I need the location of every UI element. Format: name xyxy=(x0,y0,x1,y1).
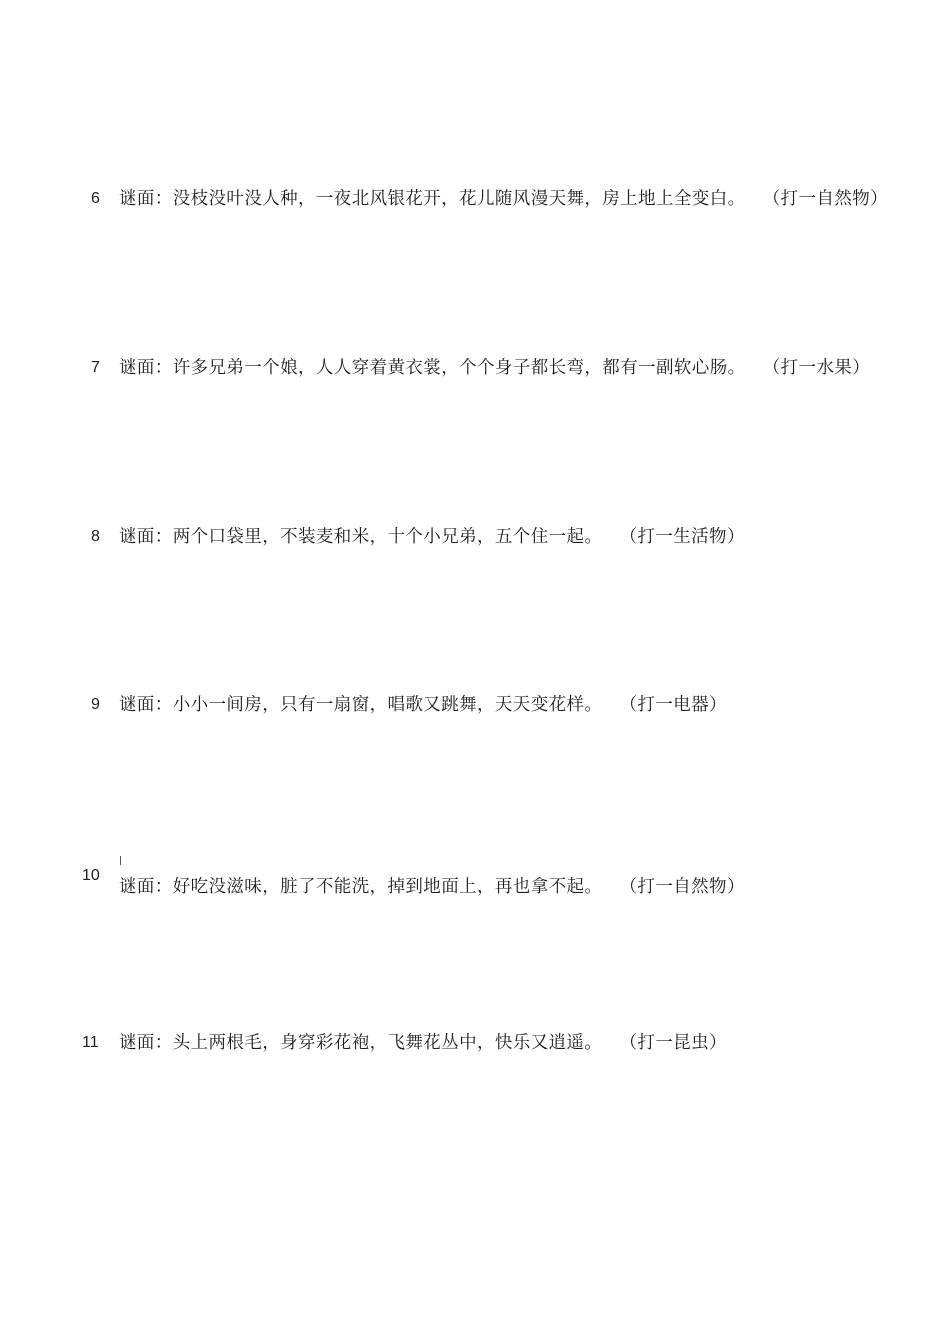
riddle-9 xyxy=(0,695,950,735)
riddle-text xyxy=(119,527,745,547)
riddle-hint: （打一水果） xyxy=(771,358,871,378)
riddle-number: 6 xyxy=(91,190,100,207)
riddle-10 xyxy=(0,866,950,906)
riddle-number: 11 xyxy=(82,1034,99,1051)
riddle-8 xyxy=(0,527,950,567)
riddle-number: 9 xyxy=(91,696,100,713)
text-cursor xyxy=(120,856,121,865)
riddle-text xyxy=(119,877,745,897)
riddle-question: 谜面：两个口袋里，不装麦和米，十个小兄弟，五个住一起。 xyxy=(119,527,603,547)
riddle-11 xyxy=(0,1033,950,1073)
riddle-7 xyxy=(0,358,950,398)
riddle-number: 7 xyxy=(91,359,100,376)
riddle-question: 谜面：许多兄弟一个娘，人人穿着黄衣裳，个个身子都长弯，都有一副软心肠。 xyxy=(119,358,746,378)
riddle-number: 8 xyxy=(91,528,100,545)
riddle-text xyxy=(119,1033,727,1053)
riddle-text xyxy=(119,189,888,209)
riddle-question: 谜面：头上两根毛，身穿彩花袍，飞舞花丛中，快乐又逍遥。 xyxy=(119,1033,603,1053)
riddle-question: 谜面：好吃没滋味，脏了不能洗，掉到地面上，再也拿不起。 xyxy=(119,877,603,897)
riddle-question: 谜面：没枝没叶没人种，一夜北风银花开，花儿随风漫天舞，房上地上全变白。 xyxy=(119,189,746,209)
riddle-question: 谜面：小小一间房，只有一扇窗，唱歌又跳舞，天天变花样。 xyxy=(119,695,603,715)
riddle-hint: （打一自然物） xyxy=(771,189,889,209)
riddle-text xyxy=(119,358,870,378)
riddle-hint: （打一电器） xyxy=(628,695,727,715)
riddle-hint: （打一生活物） xyxy=(628,527,745,547)
riddle-6 xyxy=(0,189,950,229)
riddle-hint: （打一自然物） xyxy=(628,877,745,897)
riddle-number: 10 xyxy=(82,867,100,884)
riddle-text xyxy=(119,695,727,715)
riddle-hint: （打一昆虫） xyxy=(628,1033,727,1053)
